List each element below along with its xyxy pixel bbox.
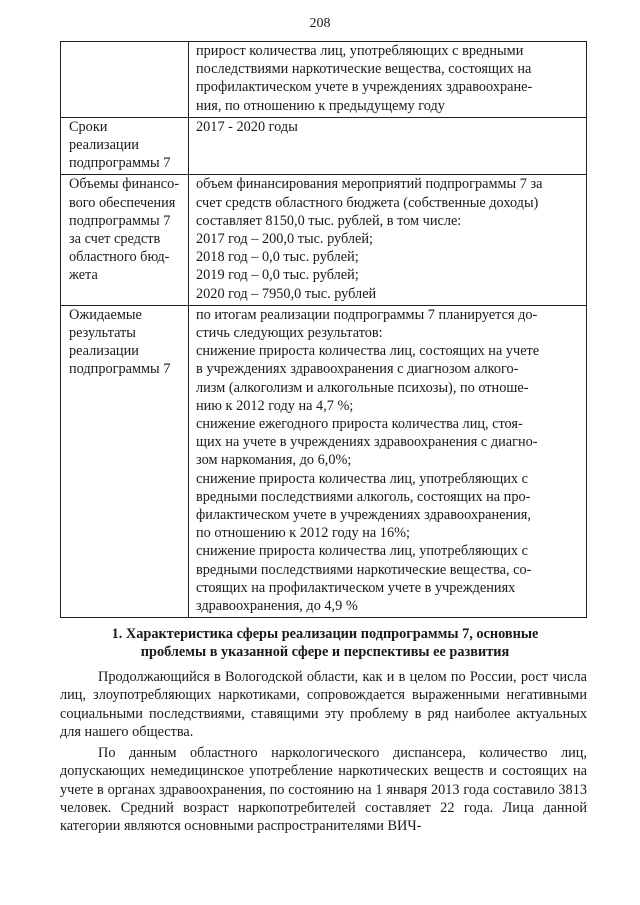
value-line: составляет 8150,0 тыс. рублей, в том числе: <box>196 212 462 229</box>
value-line: последствиями наркотические вещества, состоящих на <box>196 61 532 78</box>
value-line: стоящих на профилактическом учете в учреждениях <box>196 579 516 596</box>
table-cell-label <box>61 175 189 305</box>
value-line: счет средств областного бюджета (собственные доходы) <box>196 194 539 211</box>
table-row <box>61 42 587 118</box>
table-cell-value <box>189 305 587 617</box>
value-line: ния, по отношению к предыдущему году <box>196 97 445 114</box>
label-line: подпрограммы 7 <box>69 361 171 378</box>
label-line: реализации <box>69 343 139 360</box>
value-line: по отношению к 2012 году на 16%; <box>196 525 410 542</box>
value-line: в учреждениях здравоохранения с диагнозом алкого- <box>196 361 519 378</box>
value-line: лизм (алкоголизм и алкогольные психозы), по отноше- <box>196 379 529 396</box>
table-row <box>61 305 587 617</box>
value-line: профилактическом учете в учреждениях здравоохране- <box>196 79 533 96</box>
value-line: прирост количества лиц, употребляющих с вредными <box>196 43 524 59</box>
label-line: подпрограммы 7 <box>69 155 171 172</box>
section-heading <box>85 625 565 661</box>
value-line: снижение прироста количества лиц, употребляющих с <box>196 543 528 560</box>
value-line: вредными последствиями наркотические вещества, со- <box>196 561 532 578</box>
value-line: здравоохранения, до 4,9 % <box>196 598 358 615</box>
value-line: снижение прироста количества лиц, употребляющих с <box>196 470 528 487</box>
value-line: стичь следующих результатов: <box>196 325 383 342</box>
table-cell-value <box>189 42 587 118</box>
label-line: подпрограммы 7 <box>69 212 171 229</box>
value-line: филактическом учете в учреждениях здравоохранения, <box>196 507 531 524</box>
label-line: Сроки <box>69 118 108 135</box>
section-heading-line-2: проблемы в указанной сфере и перспективы ее развития <box>140 644 510 660</box>
table-cell-value <box>189 175 587 305</box>
value-line: 2017 год – 200,0 тыс. рублей; <box>196 231 374 248</box>
label-line: Ожидаемые <box>69 306 142 323</box>
table-cell-value <box>189 117 587 175</box>
value-line: по итогам реализации подпрограммы 7 планируется до- <box>196 306 538 323</box>
subprogram-passport-table <box>60 41 587 618</box>
table-row <box>61 175 587 305</box>
label-line: жета <box>69 267 98 284</box>
value-line: 2017 - 2020 годы <box>196 118 298 135</box>
value-line: 2019 год – 0,0 тыс. рублей; <box>196 267 359 284</box>
value-line: зом наркомания, до 6,0%; <box>196 452 352 469</box>
label-line: вого обеспечения <box>69 194 176 211</box>
value-line: снижение ежегодного прироста количества лиц, стоя- <box>196 416 523 433</box>
paragraph-2: По данным областного наркологического диспансера, количество лиц, допускающих немедицинское употребление наркотических веществ и состоящих на учете в органах здравоохранения, по состоянию на 1 января 2013 года составило 3813 человек. Средний возраст наркопотребителей составляет 22 года. Лица данной категории являются основными распространителями ВИЧ- <box>60 745 587 835</box>
table-row <box>61 117 587 175</box>
table-cell-label <box>61 305 189 617</box>
paragraph-1: Продолжающийся в Вологодской области, как и в целом по России, рост числа лиц, злоупотребляющих наркотиками, сопровождается выраженными негативными социальными последствиями, ставящими эту проблему в ряд наиболее актуальных для нашего общества. <box>60 669 587 740</box>
label-line: Объемы финансо- <box>69 176 180 193</box>
value-line: снижение прироста количества лиц, состоящих на учете <box>196 343 540 360</box>
label-line: за счет средств <box>69 231 161 248</box>
label-line: результаты <box>69 325 136 342</box>
value-line: 2018 год – 0,0 тыс. рублей; <box>196 249 359 266</box>
value-line: 2020 год – 7950,0 тыс. рублей <box>196 285 377 302</box>
value-line: щих на учете в учреждениях здравоохранения с диагно- <box>196 434 538 451</box>
label-line: областного бюд- <box>69 249 170 266</box>
page-number: 208 <box>309 16 331 31</box>
table-cell-label <box>61 42 189 118</box>
value-line: объем финансирования мероприятий подпрограммы 7 за <box>196 176 543 193</box>
label-line: реализации <box>69 137 139 154</box>
table-cell-label <box>61 117 189 175</box>
body-text <box>60 668 587 839</box>
value-line: нию к 2012 году на 4,7 %; <box>196 397 354 414</box>
section-heading-line-1: 1. Характеристика сферы реализации подпрограммы 7, основные <box>111 626 539 642</box>
value-line: вредными последствиями алкоголь, состоящих на про- <box>196 488 531 505</box>
